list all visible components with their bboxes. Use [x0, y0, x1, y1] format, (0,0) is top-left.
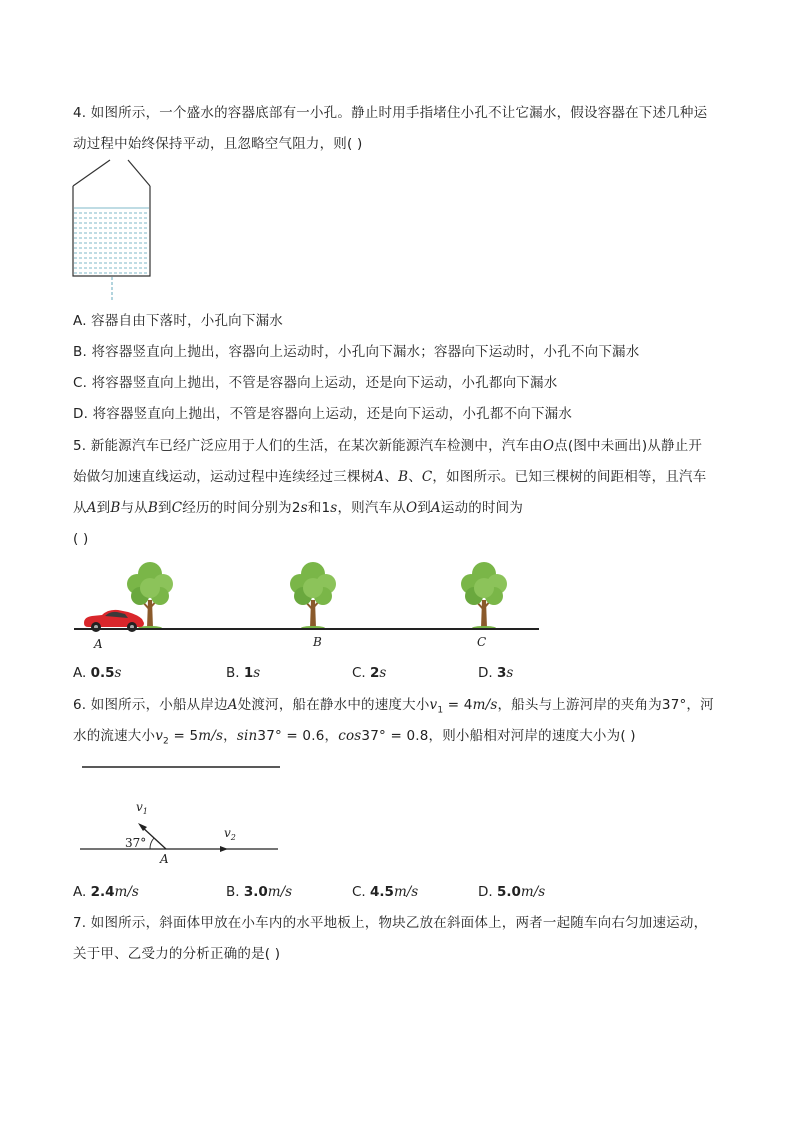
q4-option-c: C. 将容器竖直向上抛出，不管是容器向上运动，还是向下运动，小孔都向下漏水 [73, 375, 558, 391]
angle-label: 37° [125, 836, 147, 850]
q4-option-b: B. 将容器竖直向上抛出，容器向上运动时，小孔向下漏水；容器向下运动时，小孔不向下漏水 [73, 344, 640, 360]
q6-option-c: C. 4.5m/s [352, 884, 419, 900]
q4-stem-line1: 4. 如图所示，一个盛水的容器底部有一小孔。静止时用手指堵住小孔不让它漏水，假设容器在下述几种运 [73, 105, 708, 121]
q7-stem-line1: 7. 如图所示，斜面体甲放在小车内的水平地板上，物块乙放在斜面体上，两者一起随车向右匀加速运动， [73, 915, 708, 931]
q5-option-d: D. 3s [478, 665, 514, 681]
q7-stem-line2: 关于甲、乙受力的分析正确的是( ) [73, 946, 281, 962]
q4-option-d: D. 将容器竖直向上抛出，不管是容器向上运动，还是向下运动，小孔都不向下漏水 [73, 406, 573, 422]
q6-stem-line1: 6. 如图所示，小船从岸边A处渡河，船在静水中的速度大小$v_1 = 4m/s$，船头与上游河岸的夹角为37°，河 [73, 697, 714, 716]
q5-stem-line3: 从A到B与从B到C经历的时间分别为2s和1s，则汽车从O到A运动的时间为 [73, 500, 524, 516]
label-b: B [313, 635, 322, 649]
label-c: C [477, 635, 487, 649]
container-figure [70, 158, 160, 303]
q6-option-a: A. 2.4m/s [73, 884, 139, 900]
q6-stem-line2: 水的流速大小$v_2 = 5m/s$，sin37° = 0.6，cos37° = 0.8，则小船相对河岸的速度大小为( ) [73, 728, 636, 747]
angle-arc [150, 838, 154, 849]
v2-arrowhead [220, 846, 228, 852]
river-figure [78, 760, 288, 870]
label-a: A [94, 637, 103, 651]
trees-road-figure [70, 560, 550, 655]
point-a-label: A [160, 852, 169, 866]
q4-option-a: A. 容器自由下落时，小孔向下漏水 [73, 313, 283, 329]
water-lines [74, 208, 149, 273]
q5-stem-line1: 5. 新能源汽车已经广泛应用于人们的生活，在某次新能源汽车检测中，汽车由O点(图中未画出)从静止开 [73, 438, 703, 454]
q5-option-a: A. 0.5s [73, 665, 122, 681]
q5-stem-line2: 始做匀加速直线运动，运动过程中连续经过三棵树A、B、C，如图所示。已知三棵树的间距相等，且汽车 [73, 469, 707, 485]
v1-label: $v_1$ [136, 800, 148, 816]
tree-icon [461, 562, 507, 630]
q5-option-c: C. 2s [352, 665, 387, 681]
q5-option-b: B. 1s [226, 665, 261, 681]
tree-icon [290, 562, 336, 630]
v2-label: $v_2$ [224, 826, 236, 842]
q6-option-d: D. 5.0m/s [478, 884, 546, 900]
q6-option-b: B. 3.0m/s [226, 884, 293, 900]
q5-stem-line4: ( ) [73, 531, 89, 547]
q4-stem-line2: 动过程中始终保持平动，且忽略空气阻力，则( ) [73, 136, 363, 152]
